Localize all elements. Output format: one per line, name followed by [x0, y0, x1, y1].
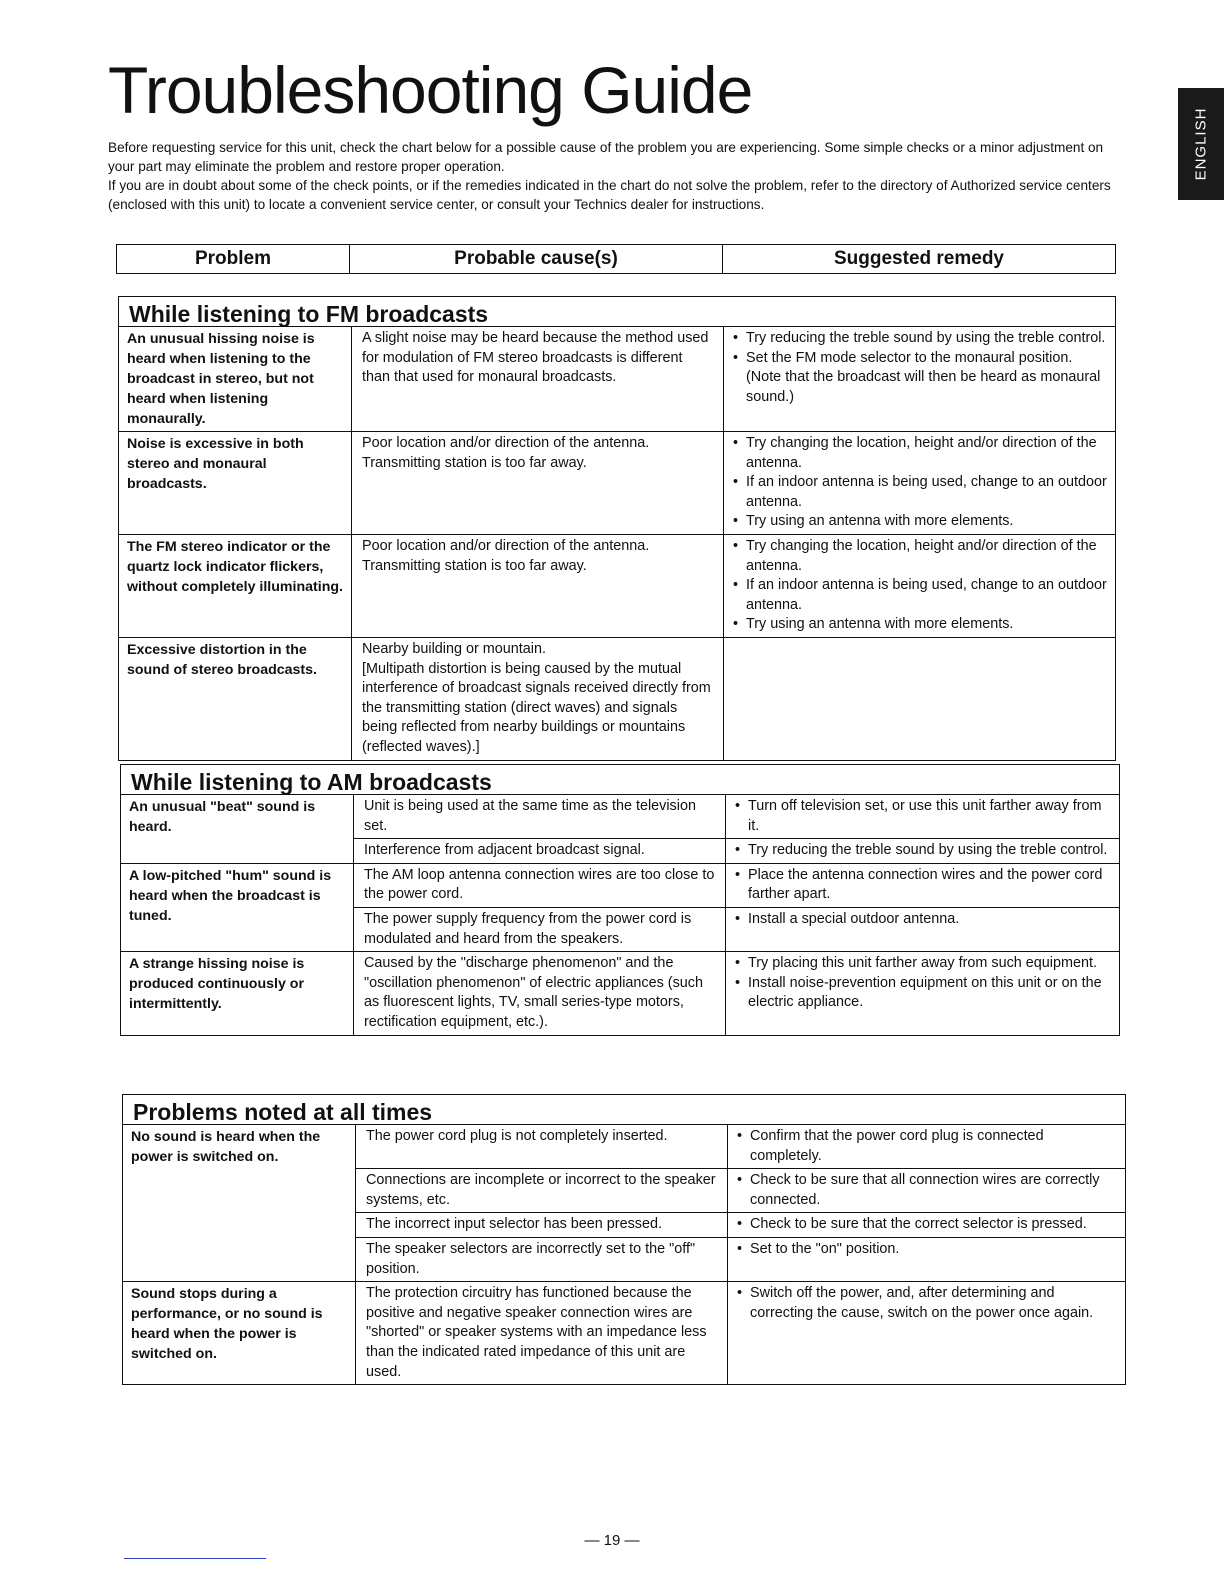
- table-row: [121, 863, 1119, 951]
- section-title: While listening to FM broadcasts: [119, 297, 1115, 327]
- cause-line: The power cord plug is not completely inserted.: [366, 1128, 668, 1144]
- cause-remedy-group: [353, 795, 1119, 863]
- remedy-list: [734, 910, 1111, 930]
- remedy-cell: [725, 952, 1119, 1034]
- cause-line: A slight noise may be heard because the method used for modulation of FM stereo broadcasts is different than that used for monaural broadcasts.: [362, 330, 709, 386]
- table-row: [119, 534, 1115, 637]
- cause-remedy-row: [351, 535, 1115, 637]
- remedy-cell: [723, 638, 1115, 760]
- cause-cell: [351, 432, 723, 534]
- cause-line: Poor location and/or direction of the antenna.: [362, 435, 650, 451]
- remedy-list: [734, 797, 1111, 836]
- problem-cell: No sound is heard when the power is switched on.: [131, 1129, 321, 1165]
- cause-line: Caused by the "discharge phenomenon" and the "oscillation phenomenon" of electric appliances (such as fluorescent lights, TV, small series-type motors, rectification equipment, etc.).: [364, 955, 703, 1030]
- cause-remedy-group: [351, 432, 1115, 534]
- cause-remedy-group: [353, 864, 1119, 951]
- problem-cell: A low-pitched "hum" sound is heard when the broadcast is tuned.: [129, 867, 332, 924]
- cause-remedy-group: [351, 638, 1115, 760]
- table-row: [119, 327, 1115, 431]
- remedy-item: • Confirm that the power cord plug is connected completely.: [750, 1127, 1117, 1166]
- cause-line: Unit is being used at the same time as the television set.: [364, 798, 696, 834]
- cause-remedy-row: [351, 638, 1115, 760]
- cause-line: The AM loop antenna connection wires are too close to the power cord.: [364, 866, 715, 903]
- cause-line: The power supply frequency from the power cord is modulated and heard from the speakers.: [364, 910, 692, 947]
- cause-remedy-row: [353, 838, 1119, 863]
- cause-cell: [351, 638, 723, 760]
- remedy-list: [736, 1215, 1117, 1235]
- table-row: [119, 637, 1115, 760]
- cause-line: The speaker selectors are incorrectly set to the "off" position.: [366, 1240, 696, 1277]
- section-fm: [118, 296, 1116, 761]
- remedy-cell: [723, 432, 1115, 534]
- remedy-item: • Try reducing the treble sound by using the treble control.: [746, 329, 1107, 349]
- cause-cell: [355, 1125, 727, 1168]
- cause-cell: [353, 952, 725, 1034]
- cause-line: [Multipath distortion is being caused by the mutual interference of broadcast signals received directly from the transmitting station (direct waves) and signals being reflected from nearby buildings or mountains (reflected waves).]: [362, 660, 711, 755]
- remedy-cell: [727, 1282, 1125, 1384]
- cause-remedy-row: [353, 795, 1119, 838]
- cause-remedy-group: [351, 535, 1115, 637]
- cause-cell: [355, 1238, 727, 1281]
- page-number: — 19 —: [584, 1532, 640, 1549]
- problem-cell: A strange hissing noise is produced continuously or intermittently.: [129, 956, 305, 1013]
- remedy-item: • Install noise-prevention equipment on this unit or on the electric appliance.: [748, 974, 1111, 1013]
- problem-cell: The FM stereo indicator or the quartz lock indicator flickers, without completely illuminating.: [127, 538, 343, 595]
- remedy-cell: [727, 1125, 1125, 1168]
- remedy-item: • If an indoor antenna is being used, change to an outdoor antenna.: [746, 576, 1107, 615]
- remedy-item: • Place the antenna connection wires and the power cord farther apart.: [748, 866, 1111, 905]
- cause-line: Nearby building or mountain.: [362, 640, 546, 657]
- cause-remedy-row: [355, 1282, 1125, 1384]
- remedy-cell: [725, 839, 1119, 863]
- remedy-cell: [727, 1238, 1125, 1281]
- remedy-item: • If an indoor antenna is being used, change to an outdoor antenna.: [746, 473, 1107, 512]
- cause-cell: [355, 1169, 727, 1212]
- cause-remedy-group: [351, 327, 1115, 431]
- cause-remedy-row: [353, 907, 1119, 951]
- cause-cell: [353, 908, 725, 951]
- remedy-list: [734, 841, 1111, 861]
- remedy-list: [736, 1284, 1117, 1323]
- remedy-item: • Install a special outdoor antenna.: [748, 910, 1111, 930]
- cause-line: Connections are incomplete or incorrect to the speaker systems, etc.: [366, 1172, 716, 1208]
- problem-cell: An unusual hissing noise is heard when listening to the broadcast in stereo, but not heard when listening monaurally.: [127, 331, 315, 427]
- cause-line: Poor location and/or direction of the antenna.: [362, 537, 650, 554]
- remedy-item: • Try placing this unit farther away from such equipment.: [748, 954, 1111, 974]
- cause-remedy-group: [353, 952, 1119, 1034]
- header-problem: Problem: [194, 248, 272, 269]
- table-header: [116, 244, 1116, 274]
- cause-remedy-row: [353, 952, 1119, 1034]
- remedy-cell: [723, 327, 1115, 431]
- remedy-list: [736, 1127, 1117, 1166]
- remedy-item: • Set to the "on" position.: [750, 1240, 1117, 1260]
- cause-remedy-row: [355, 1237, 1125, 1281]
- remedy-item: • Switch off the power, and, after determining and correcting the cause, switch on the power once again.: [750, 1284, 1117, 1323]
- table-row: [119, 431, 1115, 534]
- remedy-cell: [727, 1213, 1125, 1237]
- problem-cell: Noise is excessive in both stereo and monaural broadcasts.: [127, 436, 304, 492]
- cause-cell: [355, 1213, 727, 1237]
- cause-cell: [353, 839, 725, 863]
- remedy-item: • Try changing the location, height and/or direction of the antenna.: [746, 434, 1107, 473]
- remedy-item: • Try using an antenna with more elements.: [746, 615, 1107, 635]
- cause-remedy-group: [355, 1282, 1125, 1384]
- cause-remedy-row: [355, 1212, 1125, 1237]
- header-remedy: Suggested remedy: [722, 245, 1115, 273]
- language-tab: [1178, 88, 1224, 200]
- remedy-cell: [725, 908, 1119, 951]
- cause-line: Transmitting station is too far away.: [362, 557, 587, 574]
- cause-cell: [351, 327, 723, 431]
- remedy-item: • Try changing the location, height and/or direction of the antenna.: [746, 537, 1107, 576]
- section-title: Problems noted at all times: [123, 1095, 1125, 1125]
- intro-paragraph: Before requesting service for this unit, check the chart below for a possible cause of the problem you are experiencing. Some simple checks or a minor adjustment on your part may eliminate the problem and restore proper operation.: [108, 140, 1104, 174]
- cause-remedy-row: [355, 1125, 1125, 1168]
- remedy-cell: [725, 864, 1119, 907]
- header-cause: Probable cause(s): [349, 245, 722, 273]
- cause-remedy-row: [351, 327, 1115, 431]
- remedy-item: • Try using an antenna with more elements.: [746, 512, 1107, 532]
- section-am: [120, 764, 1120, 1036]
- cause-remedy-row: [355, 1168, 1125, 1212]
- cause-cell: [353, 795, 725, 838]
- remedy-list: [734, 954, 1111, 1013]
- remedy-item: • Turn off television set, or use this unit farther away from it.: [748, 797, 1111, 836]
- cause-line: The incorrect input selector has been pressed.: [366, 1216, 662, 1233]
- section-all-times: [122, 1094, 1126, 1385]
- cause-cell: [351, 535, 723, 637]
- remedy-list: [732, 329, 1107, 407]
- cause-remedy-row: [353, 864, 1119, 907]
- table-row: [123, 1125, 1125, 1281]
- remedy-list: [734, 866, 1111, 905]
- footer-rule: [124, 1558, 266, 1559]
- remedy-list: [736, 1171, 1117, 1210]
- cause-remedy-group: [355, 1125, 1125, 1281]
- remedy-list: [732, 434, 1107, 532]
- remedy-list: [732, 537, 1107, 635]
- cause-cell: [355, 1282, 727, 1384]
- remedy-item: • Set the FM mode selector to the monaural position. (Note that the broadcast will then be heard as monaural sound.): [746, 349, 1107, 408]
- intro-paragraph: If you are in doubt about some of the check points, or if the remedies indicated in the chart do not solve the problem, refer to the directory of Authorized service centers (enclosed with this unit) to locate a convenient service center, or consult your Technics dealer for instructions.: [108, 178, 1111, 212]
- remedy-list: [736, 1240, 1117, 1260]
- intro-text: [108, 138, 1118, 214]
- table-row: [123, 1281, 1125, 1384]
- remedy-cell: [723, 535, 1115, 637]
- cause-line: Interference from adjacent broadcast signal.: [364, 842, 645, 859]
- remedy-cell: [727, 1169, 1125, 1212]
- table-row: [121, 951, 1119, 1034]
- problem-cell: Excessive distortion in the sound of stereo broadcasts.: [127, 641, 317, 678]
- problem-cell: An unusual "beat" sound is heard.: [129, 799, 316, 835]
- problem-cell: Sound stops during a performance, or no sound is heard when the power is switched on.: [131, 1286, 323, 1363]
- page-title: Troubleshooting Guide: [108, 53, 753, 127]
- remedy-item: • Check to be sure that all connection wires are correctly connected.: [750, 1171, 1117, 1210]
- table-row: [121, 795, 1119, 863]
- cause-line: The protection circuitry has functioned because the positive and negative speaker connection wires are "shorted" or speaker systems with an impedance less than the indicated rated impedance of this unit are used.: [366, 1285, 707, 1380]
- remedy-item: • Check to be sure that the correct selector is pressed.: [750, 1215, 1117, 1235]
- cause-remedy-row: [351, 432, 1115, 534]
- language-tab-label: ENGLISH: [1192, 107, 1210, 181]
- cause-cell: [353, 864, 725, 907]
- remedy-item: • Try reducing the treble sound by using the treble control.: [748, 841, 1111, 861]
- section-title: While listening to AM broadcasts: [121, 765, 1119, 795]
- remedy-cell: [725, 795, 1119, 838]
- cause-line: Transmitting station is too far away.: [362, 454, 587, 471]
